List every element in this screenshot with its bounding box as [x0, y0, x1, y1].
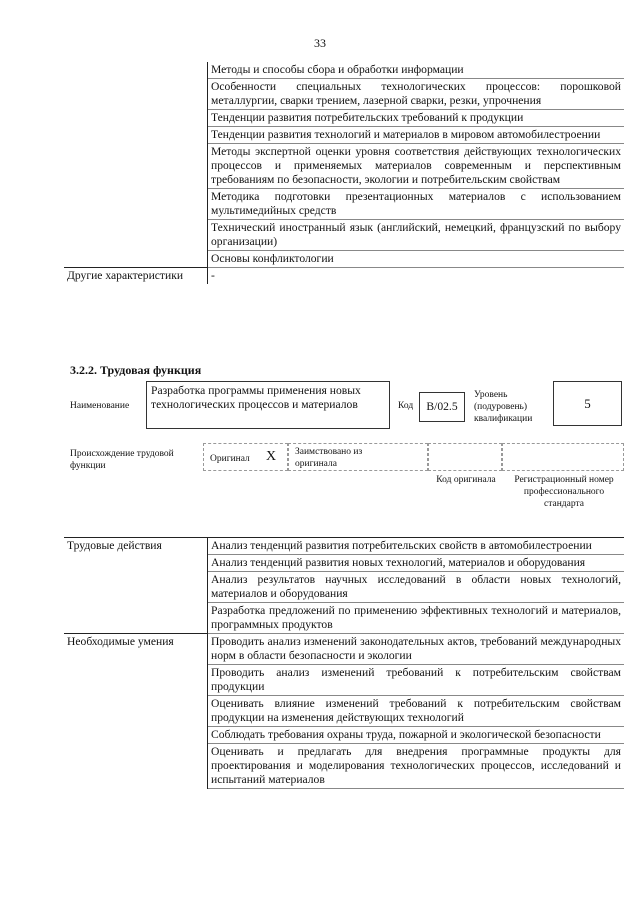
table-row [64, 127, 624, 144]
labor-action-item: Анализ тенденций развития новых технологий, материалов и оборудования [208, 555, 625, 572]
required-skill-item: Проводить анализ изменений требований к потребительским свойствам продукции [208, 665, 625, 696]
reg-number-label: Регистрационный номер профессионального стандарта [514, 475, 614, 509]
labor-function-table [64, 537, 624, 789]
labor-action-item: Разработка предложений по применению эффективных технологий и материалов, программных продуктов [208, 603, 625, 634]
origin-label: Происхождение трудовой функции [70, 449, 174, 471]
row-label-cell [64, 220, 208, 251]
labor-action-item: Анализ тенденций развития потребительских свойств в автомобилестроении [208, 538, 625, 555]
knowledge-item: Методика подготовки презентационных материалов с использованием мультимедийных средств [208, 189, 625, 220]
row-label-cell [64, 144, 208, 189]
required-skill-item: Проводить анализ изменений законодательных актов, требований международных норм в области безопасности и экологии [208, 634, 625, 665]
original-mark: X [266, 449, 277, 464]
original-label: Оригинал [210, 454, 250, 464]
table-row [64, 538, 624, 555]
knowledge-item: Основы конфликтологии [208, 251, 625, 268]
borrowed-cell [288, 443, 428, 471]
knowledge-item: Тенденции развития потребительских требований к продукции [208, 110, 625, 127]
knowledge-item: Методы экспертной оценки уровня соответствия действующих технологических процессов и применяемых материалов современным и перспективным требованиям по безопасности, экологии и потребительским свойствам [208, 144, 625, 189]
labor-action-group-label: Трудовые действия [64, 538, 208, 634]
other-characteristics-value: - [208, 268, 625, 285]
origin-code-label: Код оригинала [436, 475, 496, 485]
table-row [64, 144, 624, 189]
other-characteristics-label: Другие характеристики [64, 268, 208, 285]
required-skill-group-label: Необходимые умения [64, 634, 208, 789]
level-label: Уровень (подуровень) квалификации [474, 390, 533, 424]
knowledge-item: Тенденции развития технологий и материалов в мировом автомобилестроении [208, 127, 625, 144]
table-row [64, 220, 624, 251]
required-skill-item: Оценивать влияние изменений требований к потребительским свойствам продукции на изменения действующих технологий [208, 696, 625, 727]
code-label: Код [398, 401, 414, 411]
labor-action-item: Анализ результатов научных исследований в области новых технологий, материалов и оборудования [208, 572, 625, 603]
code-box: B/02.5 [419, 392, 465, 422]
knowledge-table [64, 62, 624, 284]
row-label-cell [64, 79, 208, 110]
function-name-box: Разработка программы применения новых технологических процессов и материалов [146, 381, 390, 429]
knowledge-item: Методы и способы сбора и обработки информации [208, 62, 625, 79]
table-row [64, 110, 624, 127]
table-row [64, 79, 624, 110]
original-cell [203, 443, 288, 471]
borrowed-label: Заимствовано из оригинала [295, 447, 363, 469]
name-label: Наименование [70, 401, 130, 411]
required-skill-item: Соблюдать требования охраны труда, пожарной и экологической безопасности [208, 727, 625, 744]
row-label-cell [64, 251, 208, 268]
page-number: 33 [314, 36, 326, 50]
row-label-cell [64, 110, 208, 127]
table-row [64, 634, 624, 665]
origin-code-cell [428, 443, 502, 471]
section-title: 3.2.2. Трудовая функция [70, 363, 202, 377]
row-label-cell [64, 62, 208, 79]
row-label-cell [64, 189, 208, 220]
level-box: 5 [553, 381, 622, 426]
row-label-cell [64, 127, 208, 144]
table-row [64, 268, 624, 285]
table-row [64, 251, 624, 268]
knowledge-item: Особенности специальных технологических процессов: порошковой металлургии, сварки трением, лазерной сварки, резки, упрочнения [208, 79, 625, 110]
table-row [64, 189, 624, 220]
reg-number-cell [502, 443, 624, 471]
table-row [64, 62, 624, 79]
required-skill-item: Оценивать и предлагать для внедрения программные продукты для проектирования и моделирования технологических процессов, исследований и испытаний материалов [208, 744, 625, 789]
knowledge-item: Технический иностранный язык (английский, немецкий, французский по выбору организации) [208, 220, 625, 251]
